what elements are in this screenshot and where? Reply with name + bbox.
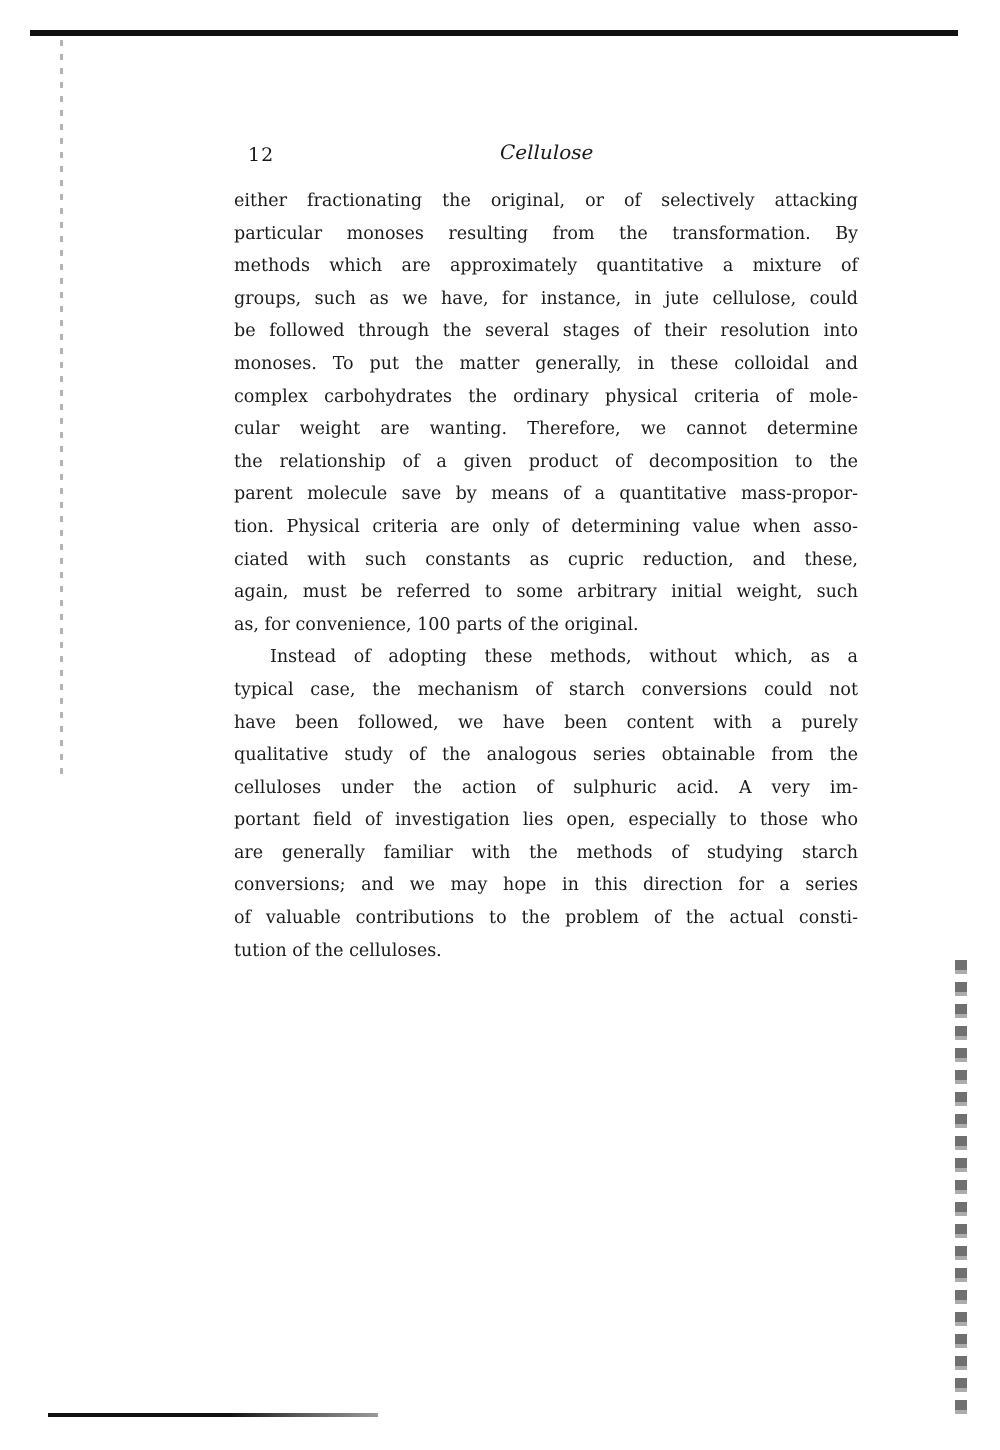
paragraph-2 (234, 641, 858, 967)
left-scan-edge (60, 40, 63, 780)
text-line: are generally familiar with the methods of studying starch (234, 842, 858, 863)
text-line: methods which are approximately quantitative a mixture of (234, 256, 858, 277)
text-line: as, for convenience, 100 parts of the original. (234, 614, 639, 635)
text-line: again, must be referred to some arbitrary initial weight, such (234, 582, 858, 603)
text-line: particular monoses resulting from the transformation. By (234, 223, 858, 244)
text-line: typical case, the mechanism of starch conversions could not (234, 679, 858, 700)
body-text (234, 185, 858, 967)
bottom-page-edge-rule (48, 1413, 378, 1417)
text-line: parent molecule save by means of a quantitative mass-propor- (234, 484, 858, 505)
text-line: be followed through the several stages of their resolution into (234, 321, 858, 342)
text-line: groups, such as we have, for instance, in jute cellulose, could (234, 288, 858, 309)
text-line: tion. Physical criteria are only of determining value when asso- (234, 516, 858, 537)
text-line: of valuable contributions to the problem of the actual consti- (234, 908, 858, 929)
paragraph-1 (234, 185, 858, 641)
running-head (248, 140, 860, 170)
running-title: Cellulose (500, 140, 594, 164)
page-number: 12 (248, 144, 275, 166)
text-line: celluloses under the action of sulphuric acid. A very im- (234, 777, 858, 798)
right-scan-edge (955, 960, 967, 1420)
text-line: the relationship of a given product of decomposition to the (234, 451, 858, 472)
text-line: conversions; and we may hope in this direction for a series (234, 875, 858, 896)
top-page-edge-rule (30, 30, 958, 36)
text-line: ciated with such constants as cupric reduction, and these, (234, 549, 858, 570)
text-line: cular weight are wanting. Therefore, we cannot determine (234, 419, 858, 440)
text-line: complex carbohydrates the ordinary physical criteria of mole- (234, 386, 858, 407)
text-line: Instead of adopting these methods, without which, as a (270, 647, 858, 668)
text-line: portant field of investigation lies open, especially to those who (234, 810, 858, 831)
text-line: have been followed, we have been content with a purely (234, 712, 858, 733)
text-line: tution of the celluloses. (234, 940, 442, 961)
text-line: monoses. To put the matter generally, in these colloidal and (234, 353, 858, 374)
text-line: qualitative study of the analogous series obtainable from the (234, 745, 858, 766)
text-line: either fractionating the original, or of selectively attacking (234, 191, 858, 211)
